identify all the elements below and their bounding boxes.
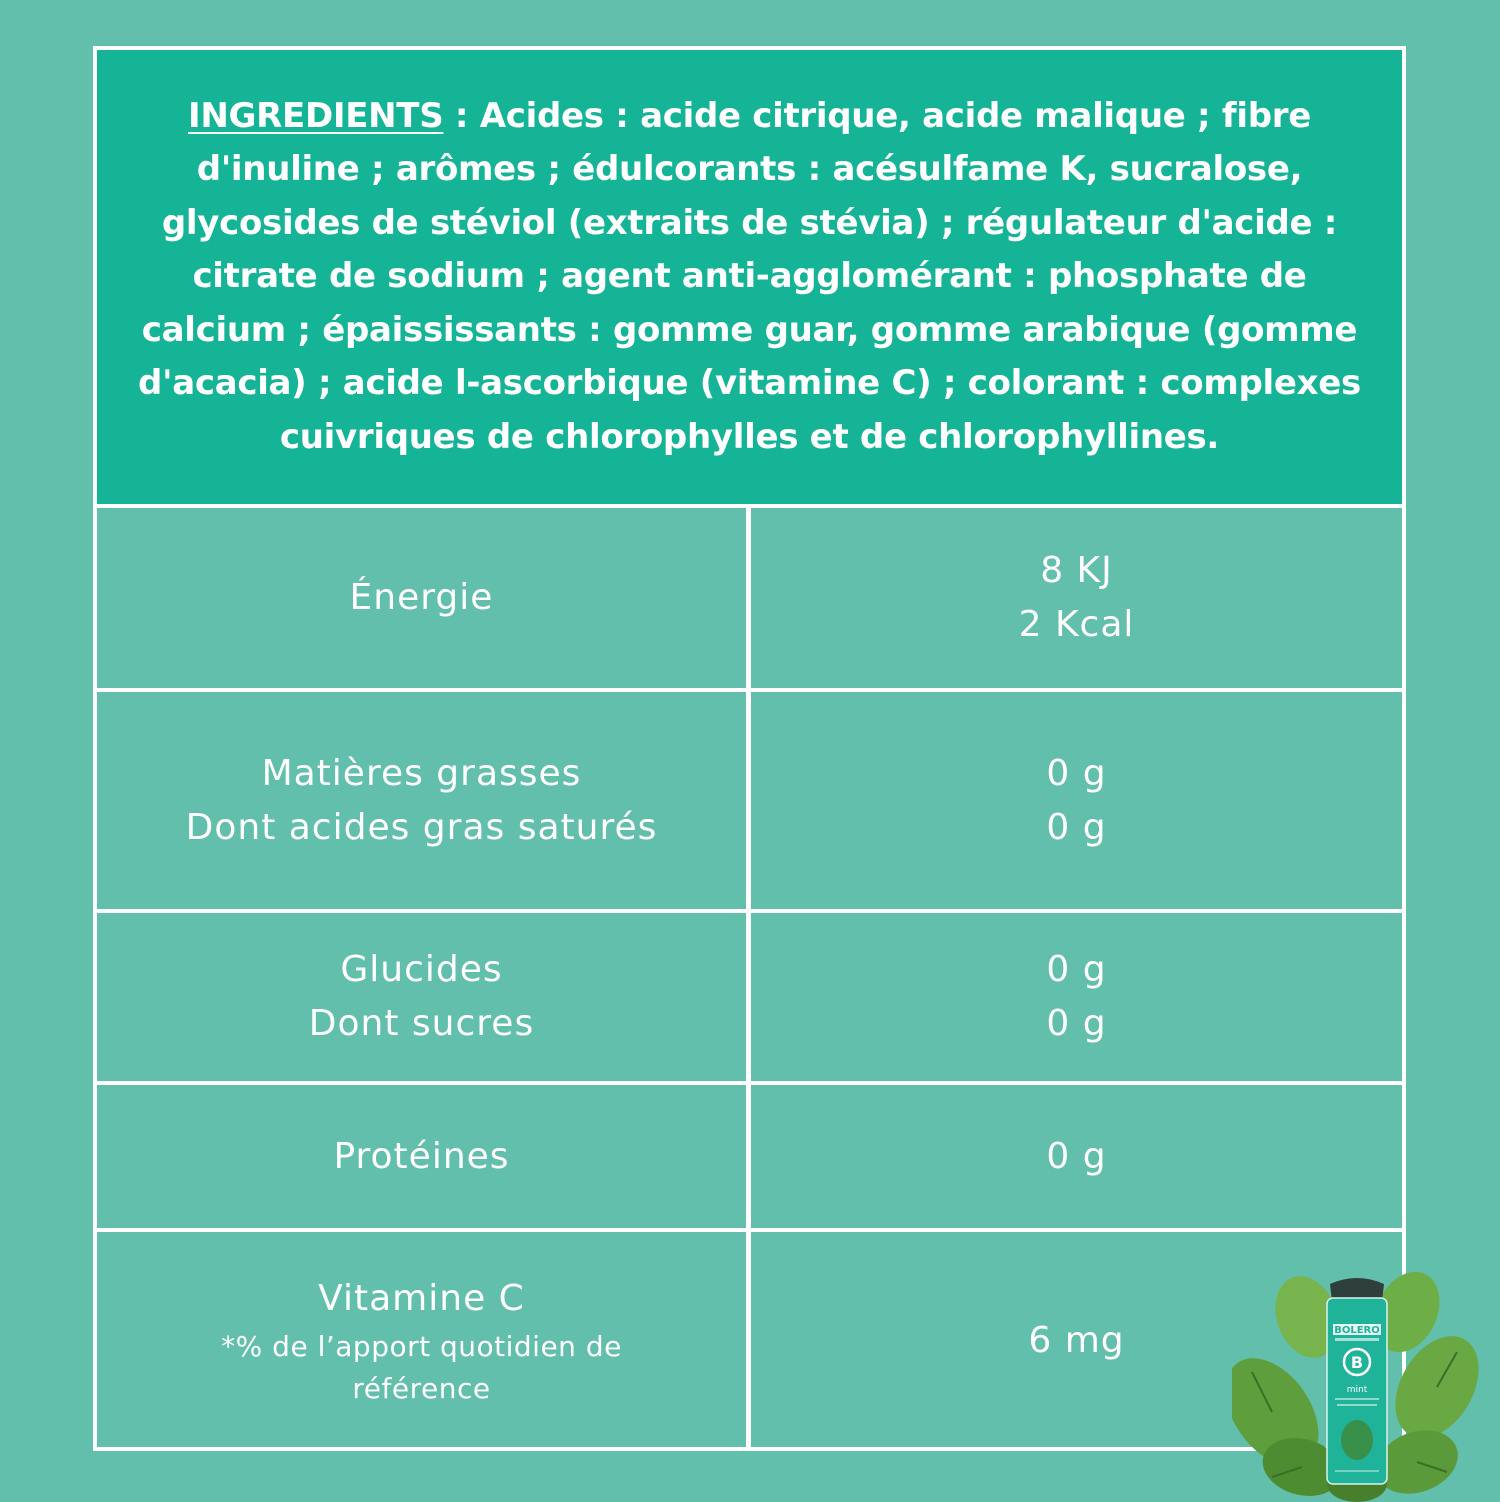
protein-label: Protéines (333, 1135, 510, 1177)
flavor-text: mint (1346, 1385, 1368, 1395)
fat-value: 0 g (1046, 752, 1107, 794)
vitamin-c-label: Vitamine C (318, 1277, 525, 1319)
saturated-fat-label: Dont acides gras saturés (185, 806, 658, 848)
sachet (1327, 1278, 1387, 1484)
carbs-label-cell (97, 913, 746, 1081)
reference-intake-note: *% de l’apport quotidien de référence (221, 1329, 622, 1405)
protein-value-cell (751, 1085, 1402, 1228)
carbs-value-cell (751, 913, 1402, 1081)
saturated-fat-value: 0 g (1046, 806, 1107, 848)
brand-badge-icon: B (1350, 1353, 1364, 1372)
energy-label-cell (97, 508, 746, 688)
energy-value-cell (751, 508, 1402, 688)
fat-label-cell (97, 692, 746, 909)
carbs-value: 0 g (1046, 949, 1107, 990)
sugars-label: Dont sucres (308, 1003, 535, 1044)
brand-logo: BOLERO (1334, 1325, 1380, 1336)
protein-value: 0 g (1046, 1135, 1107, 1177)
energy-kj-value: 8 KJ (1040, 550, 1113, 591)
sugars-value: 0 g (1046, 1003, 1107, 1044)
vitamin-c-label-cell (97, 1232, 746, 1449)
vitamin-c-value: 6 mg (1028, 1319, 1125, 1361)
ingredients-text (137, 90, 1362, 465)
energy-label: Énergie (349, 577, 494, 618)
energy-kcal-value: 2 Kcal (1018, 604, 1135, 645)
product-sachet-image (1232, 1262, 1482, 1502)
ingredients-panel (97, 50, 1402, 504)
protein-label-cell (97, 1085, 746, 1228)
ingredients-heading: INGREDIENTS (188, 95, 444, 136)
fat-value-cell (751, 692, 1402, 909)
fat-label: Matières grasses (261, 752, 582, 794)
carbs-label: Glucides (340, 949, 503, 990)
ingredients-list: : Acides : acide citrique, acide malique ; fibre d'inuline ; arômes ; édulcorants : acésulfame K, sucralose, glycosides de stéviol (extraits de stévia) ; régulateur d'acide : citrate de sodium ; agent anti-agglomérant : phosphate de calcium ; épaississants : gomme guar, gomme arabique (gomme d'acacia) ; acide l-ascorbique (vitamine C) ; colorant : complexes cuivriques de chlorophylles et de chlorophyllines. (138, 95, 1361, 457)
